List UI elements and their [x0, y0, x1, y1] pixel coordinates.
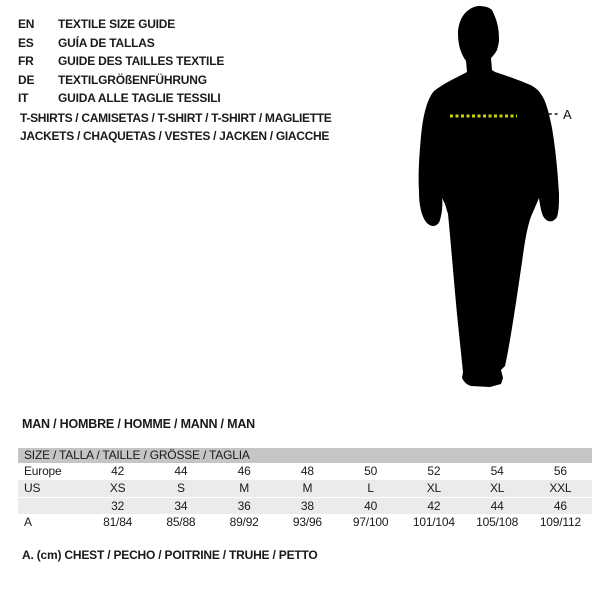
size-table-header: SIZE / TALLA / TAILLE / GRÖSSE / TAGLIA [18, 448, 592, 463]
size-table [18, 448, 592, 531]
language-row-es [18, 34, 224, 53]
size-value: 44 [174, 464, 188, 478]
measurement-footnote: A. (cm) CHEST / PECHO / POITRINE / TRUHE / PETTO [22, 548, 318, 562]
size-value: 81/84 [103, 515, 133, 529]
table-row-a-chest [18, 514, 592, 531]
size-value: 56 [553, 464, 567, 478]
language-title: GUIDE DES TAILLES TEXTILE [58, 54, 225, 68]
man-silhouette-shape [419, 6, 559, 387]
language-code: FR [18, 54, 34, 68]
section-title-man: MAN / HOMBRE / HOMME / MANN / MAN [22, 417, 255, 431]
size-value: 34 [174, 499, 188, 513]
language-title: GUIDA ALLE TAGLIE TESSILI [58, 91, 221, 105]
size-value: 101/104 [412, 515, 455, 529]
measure-label-a: A [563, 107, 572, 122]
row-label: A [24, 515, 32, 529]
size-value: 42 [427, 499, 441, 513]
size-value: 42 [111, 464, 125, 478]
language-code: ES [18, 35, 34, 50]
language-title: TEXTILE SIZE GUIDE [58, 17, 176, 31]
row-label: Europe [24, 464, 62, 478]
language-code: IT [18, 91, 29, 105]
table-row-europe [18, 463, 592, 480]
language-row-it [18, 89, 224, 108]
size-value: 48 [300, 464, 314, 478]
size-value: 97/100 [352, 515, 389, 529]
table-row-us [18, 480, 592, 497]
language-code: DE [18, 72, 35, 87]
size-value: 89/92 [229, 515, 259, 529]
language-title: GUÍA DE TALLAS [58, 35, 155, 50]
size-value: 44 [490, 499, 504, 513]
size-value: 52 [427, 464, 441, 478]
size-value: 54 [490, 464, 504, 478]
size-value: 50 [364, 464, 378, 478]
size-value: 32 [111, 499, 125, 513]
size-value: 105/108 [476, 515, 519, 529]
category-tshirts: T-SHIRTS / CAMISETAS / T-SHIRT / T-SHIRT / MAGLIETTE [20, 111, 332, 125]
table-row-numeric [18, 497, 592, 514]
size-value: M [302, 481, 313, 495]
size-value: XL [489, 481, 505, 495]
language-row-fr [18, 52, 224, 71]
language-row-de [18, 71, 224, 90]
size-value: 46 [553, 499, 567, 513]
language-row-en [18, 15, 224, 34]
size-value: 38 [300, 499, 314, 513]
row-label: US [24, 481, 41, 495]
language-code: EN [18, 17, 35, 31]
size-value: 85/88 [166, 515, 196, 529]
language-title-list [18, 15, 224, 108]
size-value: XXL [549, 481, 572, 495]
size-value: 109/112 [539, 515, 581, 529]
size-value: L [367, 481, 374, 495]
size-value: 40 [364, 499, 378, 513]
language-title: TEXTILGRÖßENFÜHRUNG [58, 72, 207, 87]
size-value: 36 [237, 499, 251, 513]
size-value: S [176, 481, 185, 495]
garment-categories [20, 109, 332, 145]
category-jackets: JACKETS / CHAQUETAS / VESTES / JACKEN / GIACCHE [20, 129, 330, 143]
size-value: XL [426, 481, 442, 495]
size-value: 93/96 [292, 515, 322, 529]
row-label [18, 498, 86, 514]
man-silhouette [400, 0, 600, 410]
size-value: XS [109, 481, 126, 495]
size-value: M [239, 481, 250, 495]
size-value: 46 [237, 464, 251, 478]
